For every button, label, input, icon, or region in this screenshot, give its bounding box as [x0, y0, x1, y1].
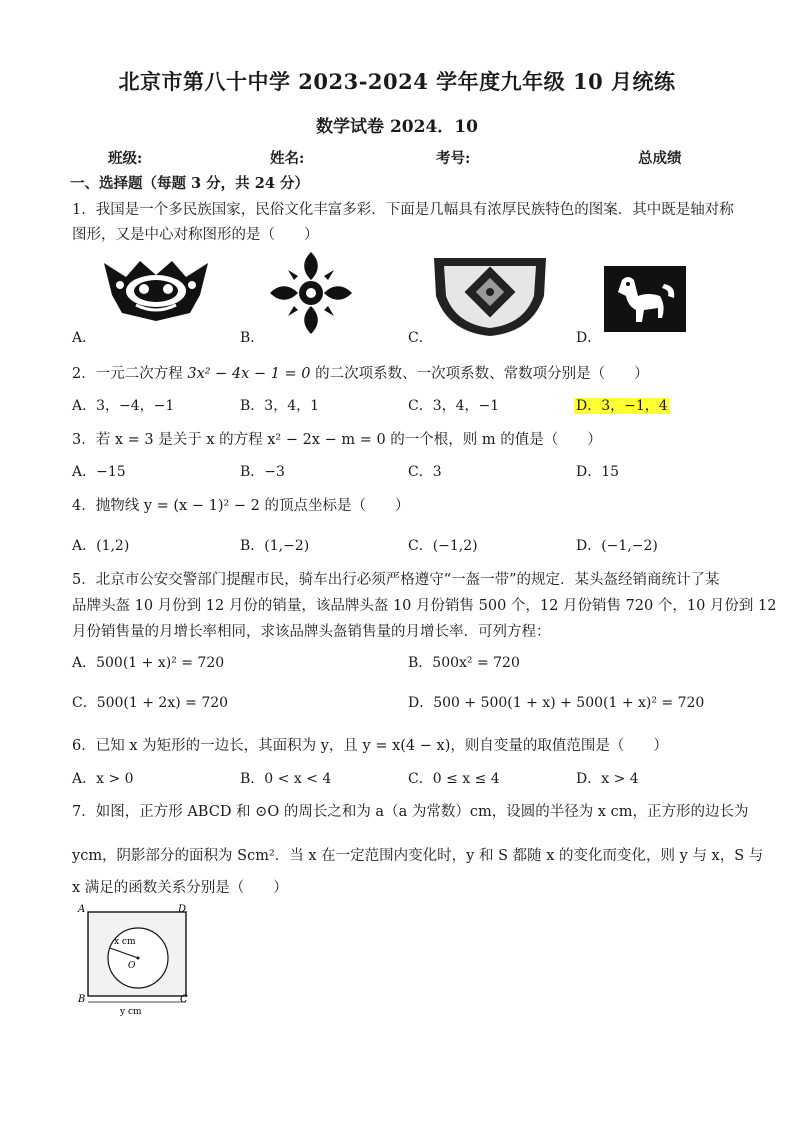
- exam-title: 北京市第八十中学 2023-2024 学年度九年级 10 月统练: [118, 69, 676, 94]
- exam-subtitle: 数学试卷 2024．10: [316, 117, 478, 137]
- q3-option-d: D．15: [576, 464, 620, 480]
- q1-option-b: B．: [240, 330, 265, 346]
- q5-line2: 品牌头盔 10 月份到 12 月份的销量，该品牌头盔 10 月份销售 500 个，12 月份销售 720 个，10 月份到 12: [72, 598, 777, 614]
- q4-option-a: A．(1,2): [72, 538, 130, 554]
- q5-option-a: A．500(1 + x)² = 720: [72, 655, 225, 671]
- name-label: 姓名:: [270, 150, 305, 167]
- q4-option-d: D．(−1,−2): [576, 538, 658, 554]
- class-label: 班级:: [108, 150, 143, 167]
- q6-stem: 6．已知 x 为矩形的一边长，其面积为 y，且 y = x(4 − x)，则自变量的取值范围是（ ）: [72, 738, 668, 754]
- q1-pattern-b-image: [268, 250, 354, 336]
- q7-fig-vertex-a: A: [78, 904, 86, 915]
- q6-option-a: A．x > 0: [72, 771, 134, 787]
- exam-no-label: 考号:: [436, 150, 471, 167]
- q4-stem: 4．抛物线 y = (x − 1)² − 2 的顶点坐标是（ ）: [72, 498, 410, 514]
- total-score-label: 总成绩: [638, 150, 682, 167]
- q1-pattern-a-image: [100, 255, 212, 323]
- q2-option-c: C．3，4，−1: [408, 398, 500, 414]
- q5-option-b: B．500x² = 720: [408, 655, 520, 671]
- q2-equation: 3x² − 4x − 1 = 0: [187, 366, 311, 382]
- q2-option-d-highlighted: D．3，−1，4: [576, 398, 668, 414]
- q6-option-c: C．0 ≤ x ≤ 4: [408, 771, 500, 787]
- q3-option-c: C．3: [408, 464, 442, 480]
- q6-option-b: B．0 < x < 4: [240, 771, 332, 787]
- q2-stem-pre: 2．一元二次方程: [72, 366, 188, 382]
- q7-fig-center-label: O: [128, 961, 136, 971]
- q5-line3: 月份销售量的月增长率相同，求该品牌头盔销售量的月增长率．可列方程：: [72, 624, 551, 640]
- q1-pattern-d-image: [604, 266, 686, 332]
- q1-line2: 图形，又是中心对称图形的是（ ）: [72, 227, 319, 243]
- q7-line1: 7．如图，正方形 ABCD 和 ⊙O 的周长之和为 a（a 为常数）cm，设圆的半径为 x cm，正方形的边长为: [72, 804, 749, 820]
- section-title: 一、选择题（每题 3 分，共 24 分）: [70, 175, 309, 192]
- q2-stem-post: 的二次项系数、一次项系数、常数项分别是（ ）: [310, 366, 649, 382]
- q1-line1: 1．我国是一个多民族国家，民俗文化丰富多彩．下面是几幅具有浓厚民族特色的图案．其中既是轴对称: [72, 202, 734, 218]
- q3-stem: 3．若 x = 3 是关于 x 的方程 x² − 2x − m = 0 的一个根，则 m 的值是（ ）: [72, 432, 602, 448]
- q3-option-b: B．−3: [240, 464, 285, 480]
- q4-option-b: B．(1,−2): [240, 538, 310, 554]
- q1-pattern-c-image: [432, 256, 548, 338]
- q7-fig-vertex-d: D: [178, 904, 187, 915]
- q5-line1: 5．北京市公安交警部门提醒市民，骑车出行必须严格遵守“一盔一带”的规定．某头盔经销商统计了某: [72, 572, 720, 588]
- q7-line2: ycm，阴影部分的面积为 Scm²．当 x 在一定范围内变化时，y 和 S 都随 x 的变化而变化，则 y 与 x，S 与: [72, 848, 764, 864]
- q1-option-a: A．: [72, 330, 97, 346]
- q1-option-d: D．: [576, 330, 602, 346]
- q6-option-d: D．x > 4: [576, 771, 639, 787]
- q7-square-circle-figure: [72, 900, 196, 1020]
- q7-line3: x 满足的函数关系分别是（ ）: [72, 880, 288, 896]
- q5-option-c: C．500(1 + 2x) = 720: [72, 695, 229, 711]
- q7-fig-radius-label: x cm: [114, 937, 136, 947]
- q4-option-c: C．(−1,2): [408, 538, 478, 554]
- q2-stem: [72, 362, 649, 383]
- q7-fig-side-label: y cm: [120, 1007, 142, 1017]
- q7-fig-vertex-b: B: [78, 994, 86, 1005]
- q2-option-b: B．3，4，1: [240, 398, 320, 414]
- q2-option-a: A．3，−4，−1: [72, 398, 175, 414]
- q7-fig-vertex-c: C: [180, 994, 188, 1005]
- q3-option-a: A．−15: [72, 464, 126, 480]
- q5-option-d: D．500 + 500(1 + x) + 500(1 + x)² = 720: [408, 695, 705, 711]
- q1-option-c: C．: [408, 330, 433, 346]
